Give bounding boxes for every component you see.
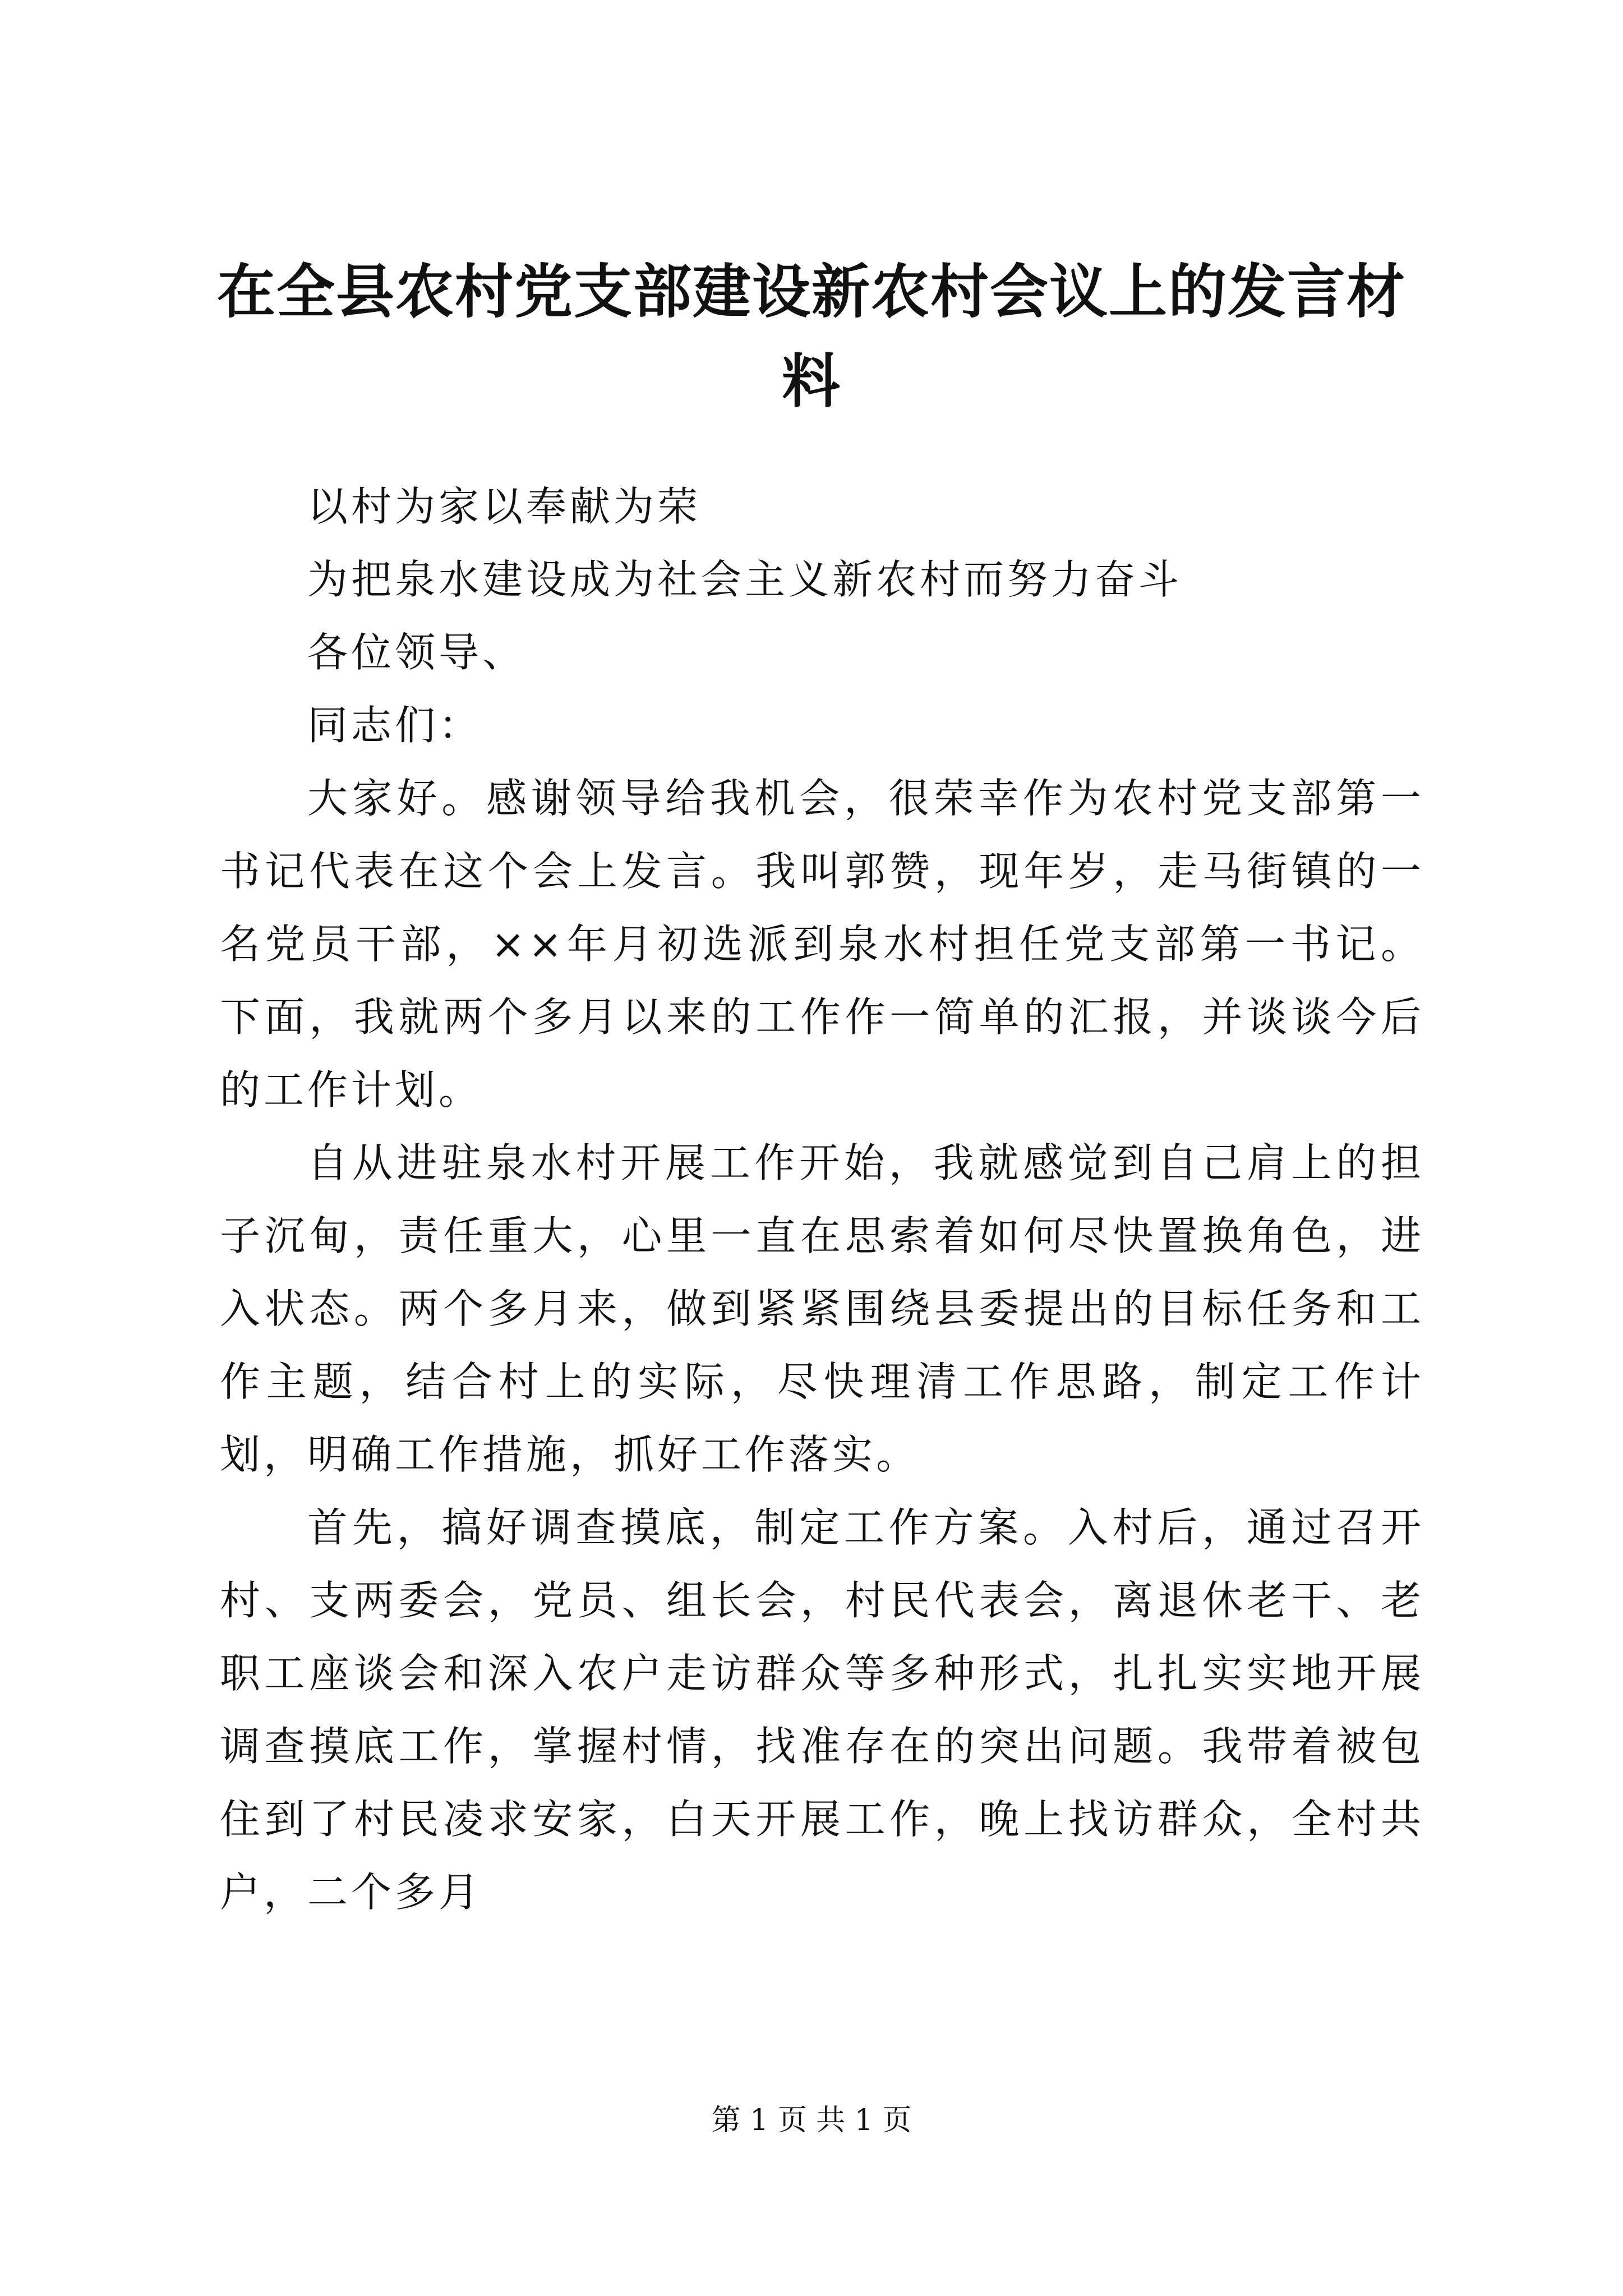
paragraph-salutation-1: 各位领导、 bbox=[307, 629, 527, 676]
document-body bbox=[220, 470, 1424, 1929]
paragraph-subtitle-2: 为把泉水建设成为社会主义新农村而努力奋斗 bbox=[307, 556, 1183, 603]
paragraph-salutation-2: 同志们： bbox=[307, 702, 483, 749]
paragraph-investigation: 首先，搞好调查摸底，制定工作方案。入村后，通过召开村、支两委会，党员、组长会，村民代表会，离退休老干、老职工座谈会和深入农户走访群众等多种形式，扎扎实实地开展调查摸底工作，掌握村情，找准存在的突出问题。我带着被包住到了村民凌求安家，白天开展工作，晚上找访群众，全村共户，二个多月 bbox=[220, 1504, 1424, 1916]
page-footer: 第 1 页 共 1 页 bbox=[711, 2104, 912, 2137]
paragraph-work-overview: 自从进驻泉水村开展工作开始，我就感觉到自己肩上的担子沉甸，责任重大，心里一直在思索着如何尽快置换角色，进入状态。两个多月来，做到紧紧围绕县委提出的目标任务和工作主题，结合村上的实际，尽快理清工作思路，制定工作计划，明确工作措施，抓好工作落实。 bbox=[220, 1139, 1424, 1478]
paragraph-intro: 大家好。感谢领导给我机会，很荣幸作为农村党支部第一书记代表在这个会上发言。我叫郭赞，现年岁，走马街镇的一名党员干部，××年月初选派到泉水村担任党支部第一书记。下面，我就两个多月以来的工作作一简单的汇报，并谈谈今后的工作计划。 bbox=[220, 775, 1424, 1114]
document-title: 在全县农村党支部建设新农村会议上的发言材料 bbox=[216, 257, 1406, 416]
paragraph-subtitle-1: 以村为家以奉献为荣 bbox=[307, 483, 702, 530]
